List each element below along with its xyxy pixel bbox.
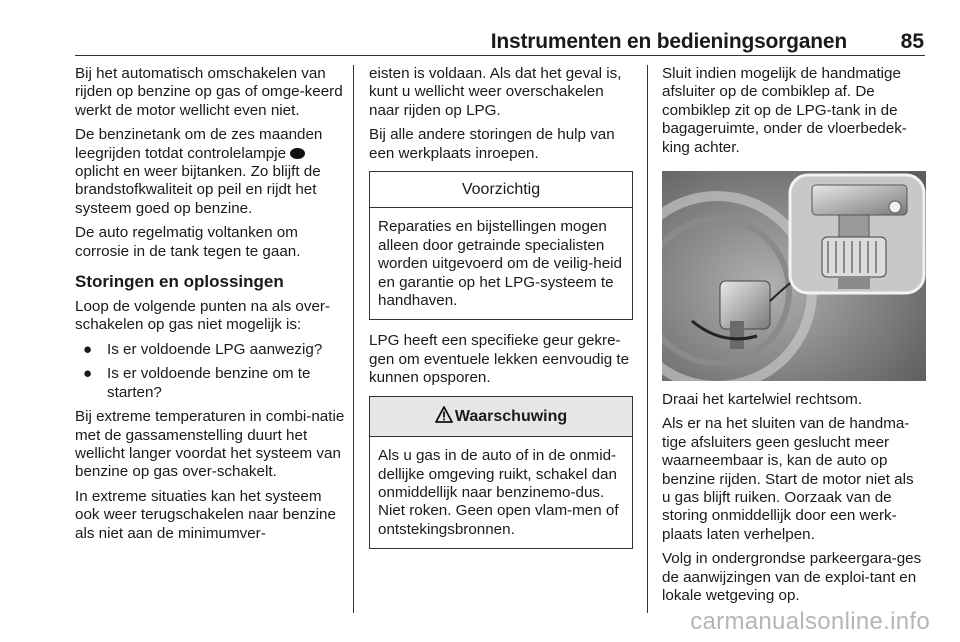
page-title: Instrumenten en bedieningsorganen [490,30,847,53]
combi-valve-photo [662,171,926,381]
paragraph: LPG heeft een specifieke geur gekre-gen om eventuele lekken eenvoudig te kunnen opsporen. [369,332,630,387]
paragraph: In extreme situaties kan het systeem ook weer terugschakelen naar benzine als niet aan de minimumver- [75,487,336,542]
paragraph: Sluit indien mogelijk de handmatige afsluiter op de combiklep af. De combiklep zit op de LPG-tank in de bagageruimte, onder de vloerbedek-king achter. [662,65,907,156]
warning-title: Waarschuwing [454,407,568,425]
column-3 [662,65,926,612]
list-item: ● Is er voldoende LPG aanwezig? [83,340,323,358]
column-2 [369,65,633,561]
page-number: 85 [900,30,924,53]
paragraph: eisten is voldaan. Als dat het geval is, kunt u wellicht weer overschakelen naar rijden op LPG. [369,65,622,119]
paragraph: Loop de volgende punten na als over-schakelen op gas niet mogelijk is: [75,298,331,334]
paragraph: Bij alle andere storingen de hulp van een werkplaats inroepen. [369,126,615,162]
column-divider-2 [647,65,648,613]
fuel-lamp-icon [290,148,305,159]
column-divider-1 [353,65,354,613]
paragraph: Als er na het sluiten van de handma-tige afsluiters geen geslucht meer waarneembaar is, kan de auto op benzine rijden. Start de motor niet als u gas blijft ruiken. Oorzaak van de storing onmiddellijk door een werk-plaats laten verhelpen. [662,415,914,543]
section-heading: Storingen en oplossingen [75,272,284,292]
paragraph: Bij extreme temperaturen in combi-natie met de gassamenstelling duurt het wellicht langer voordat het systeem van benzine op gas over-schakelt. [75,408,345,481]
caution-text: Reparaties en bijstellingen mogen alleen door getrainde specialisten worden uitgevoerd om de veilig-heid en garantie op het LPG-systeem te handhaven. [378,218,622,310]
bullet-icon: ● [83,365,93,383]
watermark: carmanualsonline.info [690,608,930,635]
caution-box [369,171,633,320]
caution-title: Voorzichtig [370,172,632,208]
paragraph: De auto regelmatig voltanken om corrosie in de tank tegen te gaan. [75,224,301,260]
paragraph-with-icon: De benzinetank om de zes maanden leegrijden totdat controlelampje oplicht en weer bijtanken. Zo blijft de brandstofkwaliteit op peil en rijdt het systeem goed op benzine. [75,126,323,217]
warning-triangle-icon [435,406,453,428]
warning-header [370,397,632,437]
paragraph: Bij het automatisch omschakelen van rijden op benzine op gas of omge-keerd werkt de motor wellicht even niet. [75,65,343,119]
column-1 [75,65,347,549]
warning-text: Als u gas in de auto of in de onmid-dellijke omgeving ruikt, schakel dan onmiddellijk naar benzinemo-dus. Niet roken. Geen open vlam-men of ontstekingsbronnen. [378,447,619,538]
bullet-icon: ● [83,340,93,358]
paragraph: Volg in ondergrondse parkeergara-ges de aanwijzingen van de exploi-tant en lokale wetgeving op. [662,550,922,605]
list-item: ● Is er voldoende benzine om te starten? [83,365,311,401]
paragraph: Draai het kartelwiel rechtsom. [662,391,863,409]
checklist [75,341,347,402]
warning-box [369,396,633,549]
header-divider [75,55,925,56]
